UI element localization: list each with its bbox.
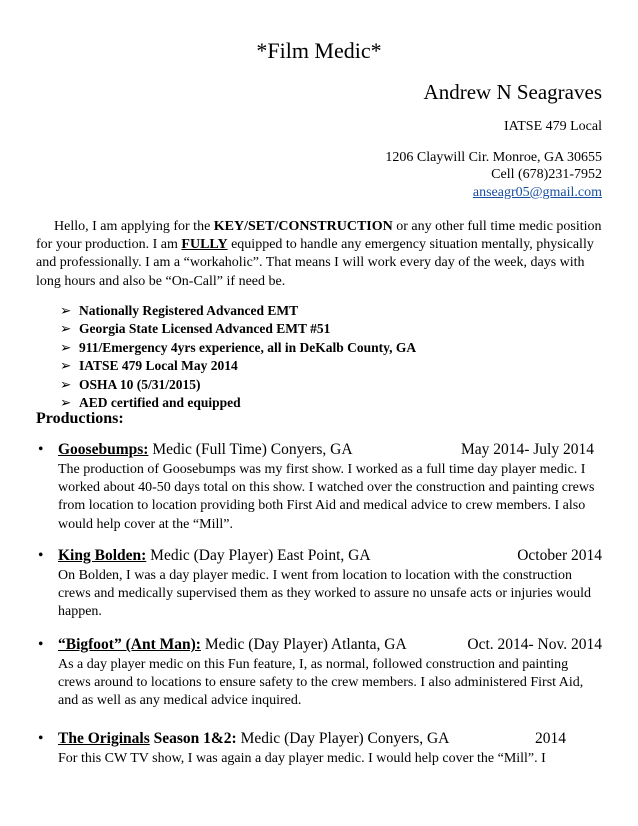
production-role: Medic (Day Player) Atlanta, GA xyxy=(200,636,407,653)
production-season: Season 1&2: xyxy=(149,730,237,747)
production-role: Medic (Day Player) East Point, GA xyxy=(146,547,371,564)
production-header xyxy=(36,730,602,750)
union-local: IATSE 479 Local xyxy=(504,119,602,134)
qualification-item: ➢ IATSE 479 Local May 2014 xyxy=(60,357,416,375)
qualification-item: ➢ Georgia State Licensed Advanced EMT #51 xyxy=(60,320,416,338)
intro-bold-fully: FULLY xyxy=(181,237,228,253)
production-description: The production of Goosebumps was my first show. I worked as a full time day player medic. I worked about 40-50 days total on this show. I watched over the construction and painting crews from location to location providing both First Aid and medical advice to crew members. I also would help cover at the “Mill”. xyxy=(58,462,595,532)
production-dates: May 2014- July 2014 xyxy=(460,441,594,458)
arrow-bullet-icon: ➢ xyxy=(60,395,72,411)
arrow-bullet-icon: ➢ xyxy=(60,358,72,374)
phone-number: Cell (678)231-7952 xyxy=(491,167,602,182)
production-entry xyxy=(36,730,602,768)
intro-text-3: equipped to handle any emergency situation mentally, physically and professionally. I am a “workaholic”. That means I will work every day of the week, days with long hours and also be “On-Call” if need be. xyxy=(36,237,594,289)
intro-text-1: Hello, I am applying for the xyxy=(54,219,214,234)
production-header xyxy=(36,547,602,567)
address: 1206 Claywill Cir. Monroe, GA 30655 xyxy=(385,150,602,165)
bullet-icon: • xyxy=(38,547,44,564)
document-title: *Film Medic* xyxy=(256,38,382,63)
qualification-item: ➢ 911/Emergency 4yrs experience, all in DeKalb County, GA xyxy=(60,339,416,357)
qualifications-list xyxy=(60,302,416,412)
email-link[interactable] xyxy=(473,185,602,201)
production-title: Goosebumps: xyxy=(58,441,149,458)
bullet-icon: • xyxy=(38,636,44,653)
intro-paragraph xyxy=(36,218,602,291)
production-description: On Bolden, I was a day player medic. I went from location to location with the construction crews and medically supervised them as they worked to assure no unsafe acts or injuries would happen. xyxy=(58,568,592,620)
production-description: As a day player medic on this Fun feature, I, as normal, followed construction and painting crews around to locations to ensure safety to the crew members. I also administered First Aid, and as well as any medical advice inquired. xyxy=(58,657,584,709)
production-title: “Bigfoot” (Ant Man): xyxy=(58,636,201,653)
qualification-item: ➢ OSHA 10 (5/31/2015) xyxy=(60,376,416,394)
arrow-bullet-icon: ➢ xyxy=(60,321,72,337)
production-dates: Oct. 2014- Nov. 2014 xyxy=(467,636,602,653)
production-description: For this CW TV show, I was again a day player medic. I would help cover the “Mill”. I xyxy=(58,751,546,766)
bullet-icon: • xyxy=(38,441,44,458)
production-dates: October 2014 xyxy=(517,547,602,564)
production-title: King Bolden: xyxy=(58,547,147,564)
production-role: Medic (Full Time) Conyers, GA xyxy=(148,441,353,458)
productions-heading: Productions: xyxy=(36,410,124,427)
bullet-icon: • xyxy=(38,730,44,747)
intro-text-2: or any other full time medic position for your production. I am xyxy=(36,219,602,253)
arrow-bullet-icon: ➢ xyxy=(60,339,72,355)
production-header xyxy=(36,636,602,656)
qualification-item: ➢ Nationally Registered Advanced EMT xyxy=(60,302,416,320)
production-title: The Originals xyxy=(58,730,150,747)
production-header xyxy=(36,441,602,461)
production-entry xyxy=(36,547,602,622)
production-entry xyxy=(36,636,602,711)
applicant-name: Andrew N Seagraves xyxy=(423,80,602,104)
qualification-item: ➢ AED certified and equipped xyxy=(60,394,416,412)
email-text[interactable]: anseagr05@gmail.com xyxy=(472,185,602,200)
arrow-bullet-icon: ➢ xyxy=(60,376,72,392)
arrow-bullet-icon: ➢ xyxy=(60,303,72,318)
intro-bold-position: KEY/SET/CONSTRUCTION xyxy=(213,219,393,234)
production-role: Medic (Day Player) Conyers, GA xyxy=(236,730,450,747)
production-dates: 2014 xyxy=(535,730,566,747)
production-entry xyxy=(36,441,602,534)
